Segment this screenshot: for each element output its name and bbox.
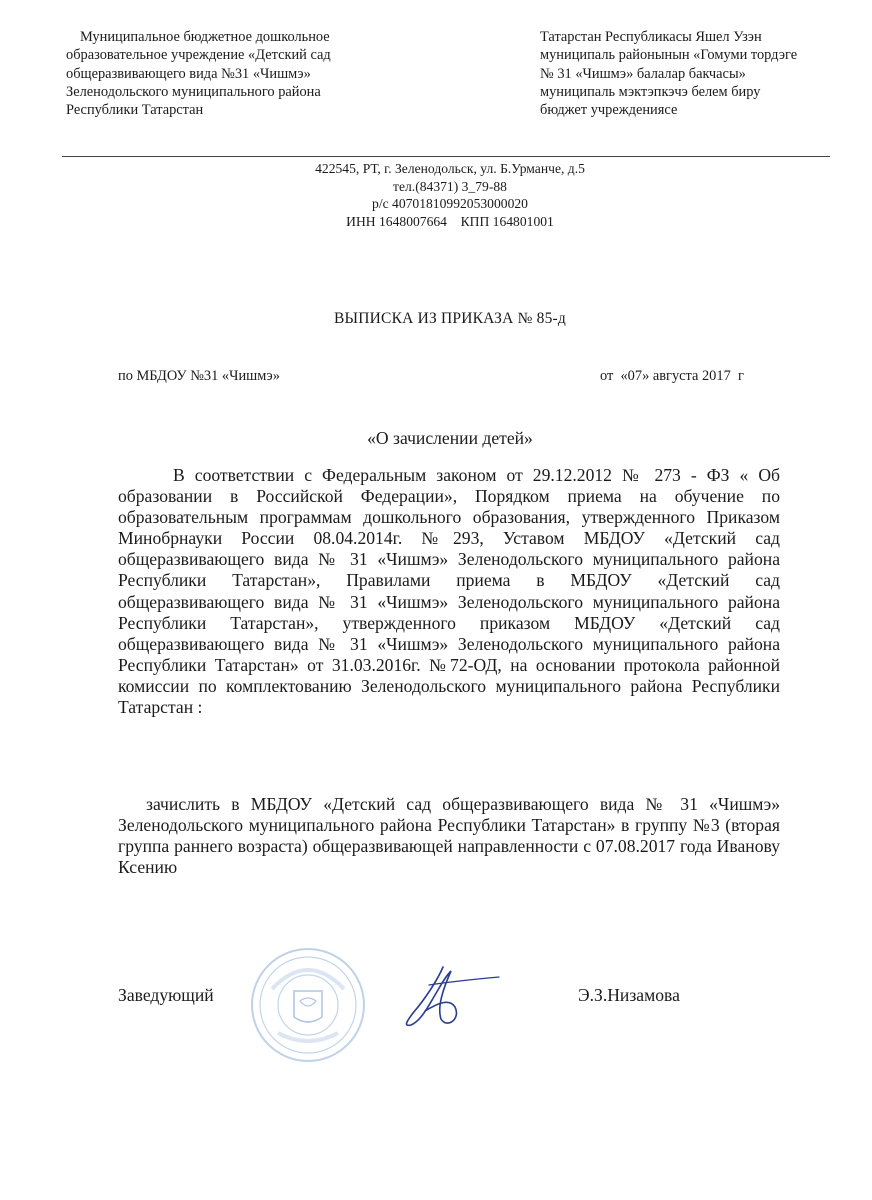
document-title: ВЫПИСКА ИЗ ПРИКАЗА № 85-д	[333, 310, 567, 327]
official-seal-stamp	[248, 945, 368, 1065]
header-right-line: Татарстан Республикасы Яшел Узэн	[540, 29, 762, 45]
order-subject: «О зачислении детей»	[367, 428, 533, 448]
header-right-line: бюджет учреждениясе	[540, 102, 678, 119]
header-left-line: образовательное учреждение «Детский сад	[66, 47, 331, 64]
header-divider	[62, 156, 830, 157]
address-line: 422545, РТ, г. Зеленодольск, ул. Б.Урманче, д.5	[315, 161, 585, 176]
header-left-line: Зеленодольского муниципального района	[66, 83, 321, 100]
signatory-name: Э.З.Низамова	[578, 985, 680, 1005]
header-right-block	[540, 28, 830, 119]
header-right-line: муниципаль районынын «Гомуми тордэге	[540, 47, 798, 64]
phone-line: тел.(84371) 3_79-88	[393, 178, 507, 194]
header-left-line: Республики Татарстан	[66, 102, 204, 119]
handwritten-signature	[385, 955, 505, 1035]
header-left-line: общеразвивающего вида №31 «Чишмэ»	[66, 65, 311, 82]
header-left-line: Муниципальное бюджетное дошкольное	[80, 29, 330, 45]
order-paragraph-enroll: зачислить в МБДОУ «Детский сад общеразвивающего вида № 31 «Чишмэ» Зеленодольского муниципального района Республики Татарстан» в группу №3 (вторая группа раннего возраста) общеразвивающей направленности с 07.08.2017 года Иванову Ксению	[118, 794, 780, 878]
account-line: р/с 40701810992053000020	[372, 196, 528, 212]
order-date: от «07» августа 2017 г	[600, 368, 744, 384]
order-paragraph-basis: В соответствии с Федеральным законом от 29.12.2012 № 273 - ФЗ « Об образовании в Российской Федерации», Порядком приема на обучение по образовательным программам дошкольного образования, утвержденного Приказом Минобрнауки России 08.04.2014г. №293, Уставом МБДОУ «Детский сад общеразвивающего вида № 31 «Чишмэ» Зеленодольского муниципального района Республики Татарстан», Правилами приема в МБДОУ «Детский сад общеразвивающего вида № 31 «Чишмэ» Зеленодольского муниципального района Республики Татарстан», утвержденного приказом МБДОУ «Детский сад общеразвивающего вида № 31 «Чишмэ» Зеленодольского муниципального района Республики Татарстан» от 31.03.2016г. №72-ОД, на основании протокола районной комиссии по комплектованию Зеленодольского муниципального района Республики Татарстан :	[118, 465, 780, 718]
inn-kpp-line: ИНН 1648007664 КПП 164801001	[346, 213, 554, 229]
organization-label: по МБДОУ №31 «Чишмэ»	[118, 368, 280, 384]
signatory-role: Заведующий	[118, 985, 214, 1005]
header-right-line: № 31 «Чишмэ» балалар бакчасы»	[540, 65, 746, 82]
address-block	[0, 160, 872, 230]
header-right-line: муниципаль мэктэпкэчэ белем биру	[540, 83, 761, 100]
header-left-block	[66, 28, 386, 119]
